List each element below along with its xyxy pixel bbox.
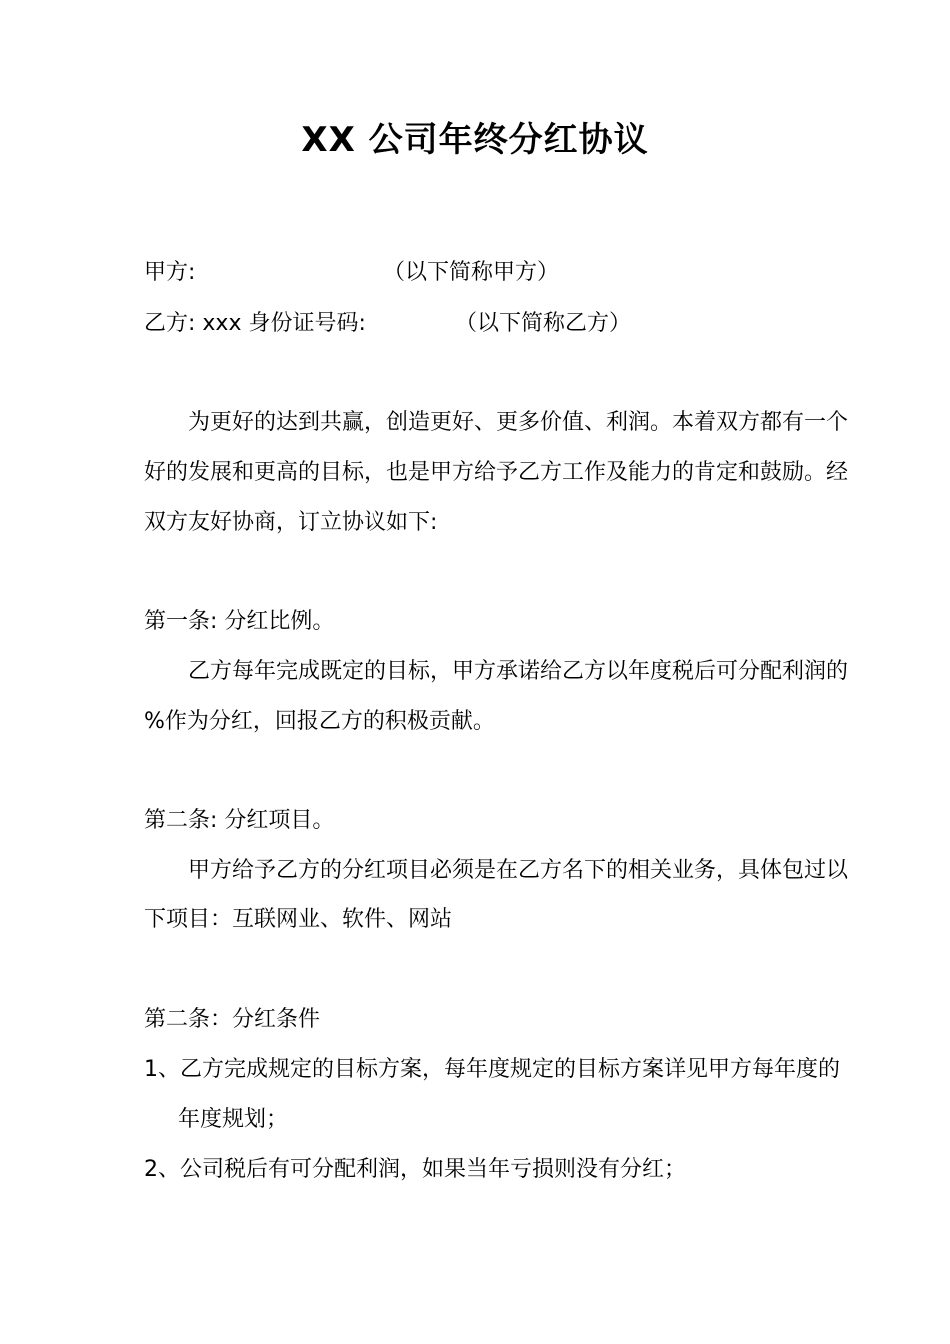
party-b-label: 乙方: xxx 身份证号码: [144, 311, 366, 336]
article1-line: %作为分红，回报乙方的积极贡献。 [144, 709, 495, 734]
article3-item: 2、公司税后有可分配利润，如果当年亏损则没有分红； [144, 1157, 686, 1182]
article2-line: 甲方给予乙方的分红项目必须是在乙方名下的相关业务，具体包过以 [188, 858, 849, 883]
party-a-note: （以下简称甲方） [383, 260, 560, 285]
article1-heading: 第一条: 分红比例。 [144, 609, 335, 634]
article2-heading: 第二条: 分红项目。 [144, 808, 335, 833]
article3-heading: 第二条：分红条件 [144, 1007, 321, 1032]
article1-line: 乙方每年完成既定的目标，甲方承诺给乙方以年度税后可分配利润的 [188, 659, 849, 684]
document-title: XX 公司年终分红协议 [301, 120, 649, 160]
preamble-line: 好的发展和更高的目标，也是甲方给予乙方工作及能力的肯定和鼓励。经 [144, 460, 849, 485]
preamble-line: 为更好的达到共赢，创造更好、更多价值、利润。本着双方都有一个 [188, 410, 849, 435]
article2-line: 下项目：互联网业、软件、网站 [144, 907, 453, 932]
party-b-note: （以下简称乙方） [455, 311, 632, 336]
article3-item-continuation: 年度规划； [178, 1107, 289, 1132]
article3-item: 1、乙方完成规定的目标方案，每年度规定的目标方案详见甲方每年度的 [144, 1057, 840, 1082]
party-a-label: 甲方: [144, 260, 196, 285]
preamble-line: 双方友好协商，订立协议如下: [144, 510, 438, 535]
